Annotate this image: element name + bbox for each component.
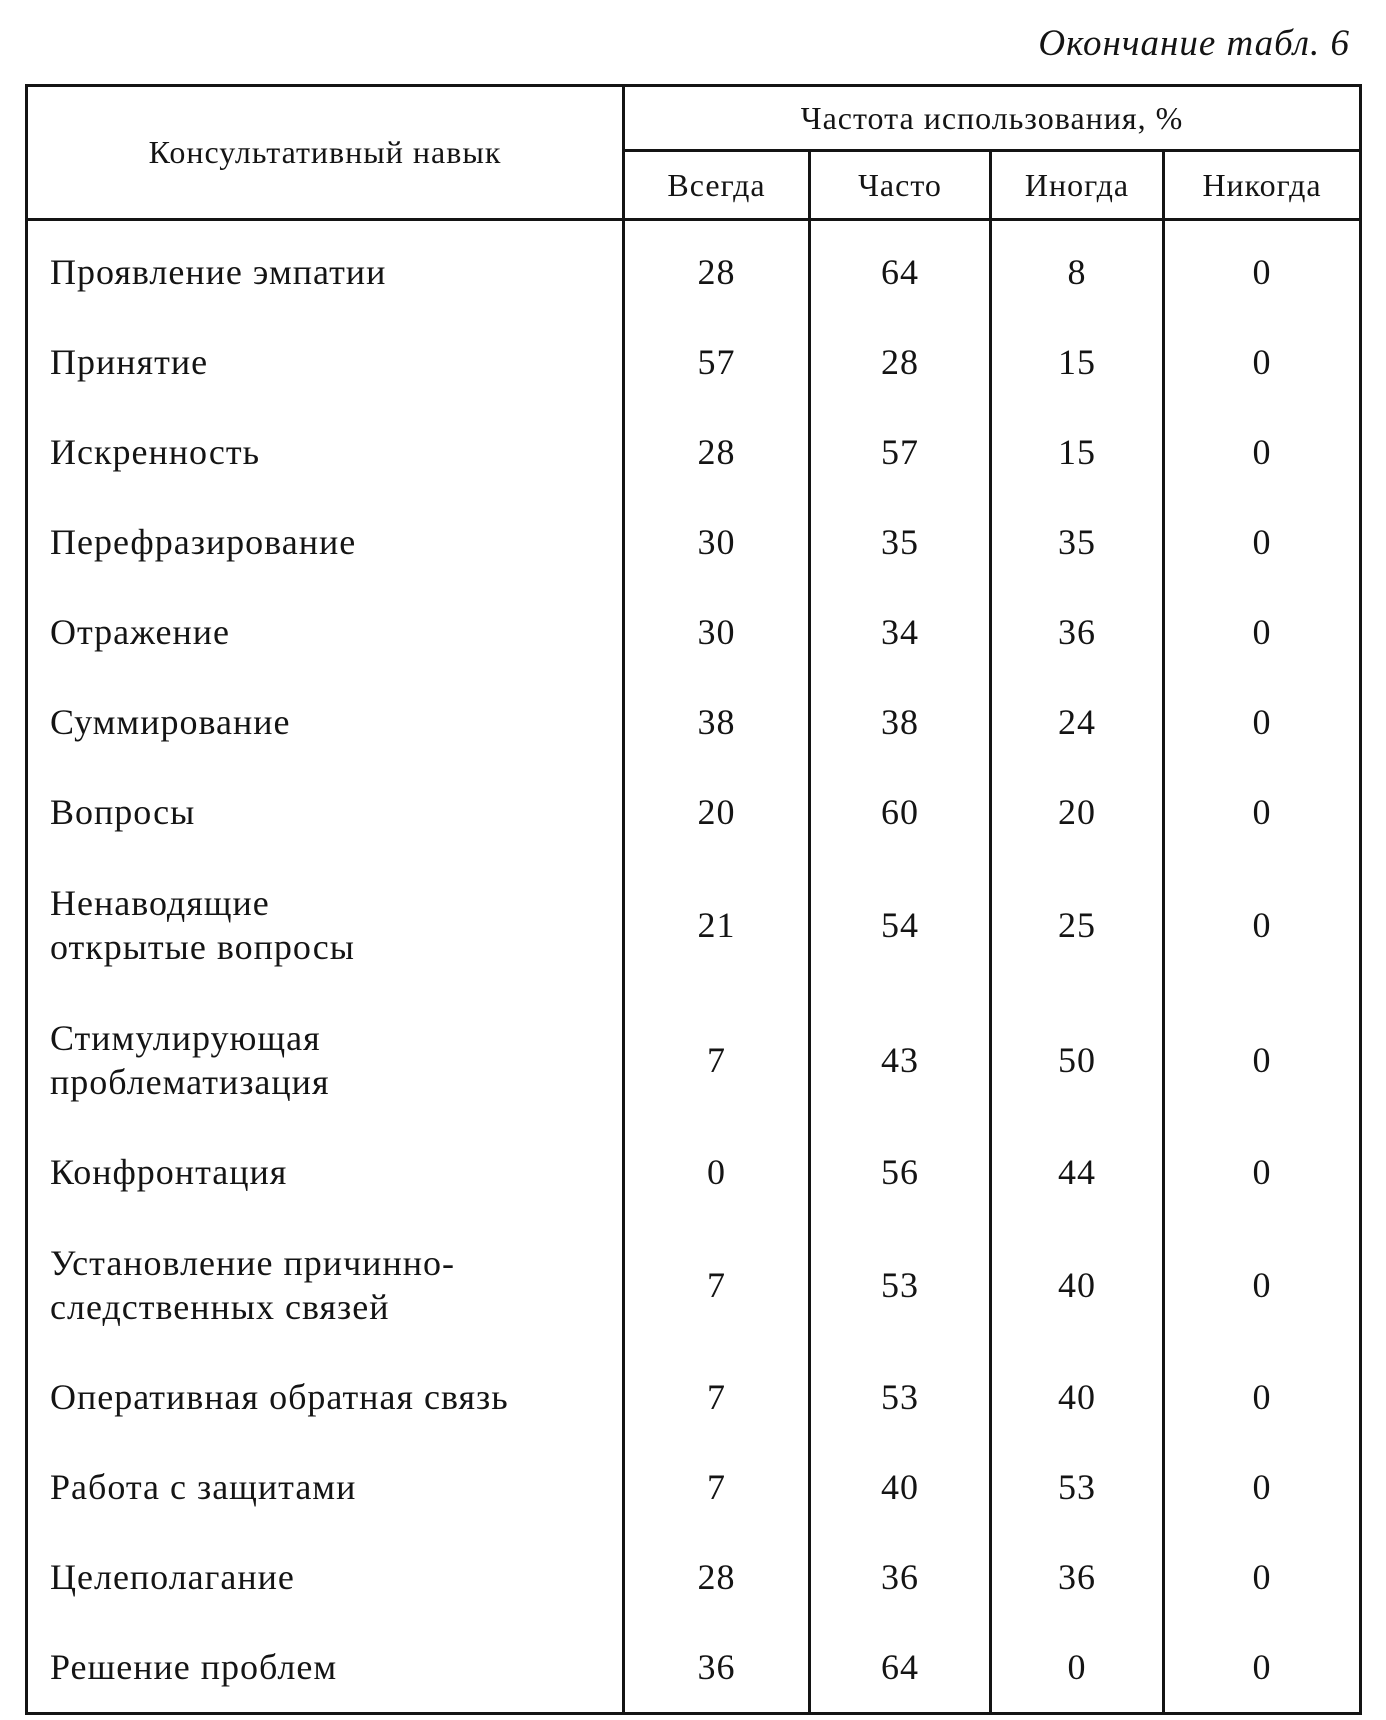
- never-value-cell: 0: [1164, 1442, 1361, 1532]
- sometimes-value-cell: 50: [991, 992, 1164, 1127]
- often-value-cell: 53: [810, 1217, 991, 1352]
- always-value-cell: 20: [624, 767, 810, 857]
- column-header-never: Никогда: [1164, 151, 1361, 220]
- always-value-cell: 28: [624, 1532, 810, 1622]
- often-value-cell: 64: [810, 220, 991, 318]
- skills-frequency-table: [25, 84, 1362, 1715]
- never-value-cell: 0: [1164, 1532, 1361, 1622]
- table-body: [27, 220, 1361, 1714]
- skill-name-cell: Отражение: [27, 587, 624, 677]
- often-value-cell: 60: [810, 767, 991, 857]
- sometimes-value-cell: 20: [991, 767, 1164, 857]
- skill-column-header: Консультативный навык: [27, 86, 624, 220]
- skill-name-cell: Стимулирующая проблематизация: [27, 992, 624, 1127]
- often-value-cell: 53: [810, 1352, 991, 1442]
- never-value-cell: 0: [1164, 857, 1361, 992]
- column-header-sometimes: Иногда: [991, 151, 1164, 220]
- often-value-cell: 36: [810, 1532, 991, 1622]
- sometimes-value-cell: 36: [991, 1532, 1164, 1622]
- often-value-cell: 35: [810, 497, 991, 587]
- often-value-cell: 54: [810, 857, 991, 992]
- skill-name-cell: Принятие: [27, 317, 624, 407]
- sometimes-value-cell: 8: [991, 220, 1164, 318]
- table-row: [27, 1352, 1361, 1442]
- table-row: [27, 407, 1361, 497]
- often-value-cell: 43: [810, 992, 991, 1127]
- skill-name-cell: Искренность: [27, 407, 624, 497]
- never-value-cell: 0: [1164, 220, 1361, 318]
- skill-name-cell: Суммирование: [27, 677, 624, 767]
- always-value-cell: 7: [624, 1352, 810, 1442]
- skill-name-cell: Проявление эмпатии: [27, 220, 624, 318]
- table-row: [27, 767, 1361, 857]
- never-value-cell: 0: [1164, 1217, 1361, 1352]
- table-row: [27, 1217, 1361, 1352]
- never-value-cell: 0: [1164, 1127, 1361, 1217]
- table-row: [27, 677, 1361, 767]
- sometimes-value-cell: 36: [991, 587, 1164, 677]
- sometimes-value-cell: 40: [991, 1217, 1164, 1352]
- always-value-cell: 7: [624, 992, 810, 1127]
- skill-name-cell: Работа с защитами: [27, 1442, 624, 1532]
- table-row: [27, 1127, 1361, 1217]
- skill-name-cell: Конфронтация: [27, 1127, 624, 1217]
- skill-name-cell: Ненаводящие открытые вопросы: [27, 857, 624, 992]
- never-value-cell: 0: [1164, 1352, 1361, 1442]
- skill-name-cell: Оперативная обратная связь: [27, 1352, 624, 1442]
- sometimes-value-cell: 35: [991, 497, 1164, 587]
- sometimes-value-cell: 15: [991, 317, 1164, 407]
- sometimes-value-cell: 25: [991, 857, 1164, 992]
- sometimes-value-cell: 15: [991, 407, 1164, 497]
- never-value-cell: 0: [1164, 587, 1361, 677]
- sometimes-value-cell: 53: [991, 1442, 1164, 1532]
- table-row: [27, 220, 1361, 318]
- table-caption: Окончание табл. 6: [1038, 23, 1350, 64]
- table-row: [27, 1622, 1361, 1714]
- table-row: [27, 497, 1361, 587]
- always-value-cell: 7: [624, 1442, 810, 1532]
- often-value-cell: 64: [810, 1622, 991, 1714]
- never-value-cell: 0: [1164, 497, 1361, 587]
- sometimes-value-cell: 44: [991, 1127, 1164, 1217]
- often-value-cell: 34: [810, 587, 991, 677]
- skill-name-cell: Целеполагание: [27, 1532, 624, 1622]
- often-value-cell: 40: [810, 1442, 991, 1532]
- sometimes-value-cell: 0: [991, 1622, 1164, 1714]
- never-value-cell: 0: [1164, 407, 1361, 497]
- column-header-often: Часто: [810, 151, 991, 220]
- always-value-cell: 36: [624, 1622, 810, 1714]
- frequency-group-header: Частота использования, %: [624, 86, 1361, 151]
- table-row: [27, 317, 1361, 407]
- column-header-always: Всегда: [624, 151, 810, 220]
- never-value-cell: 0: [1164, 992, 1361, 1127]
- table-row: [27, 1532, 1361, 1622]
- table-row: [27, 587, 1361, 677]
- sometimes-value-cell: 40: [991, 1352, 1164, 1442]
- sometimes-value-cell: 24: [991, 677, 1164, 767]
- never-value-cell: 0: [1164, 317, 1361, 407]
- never-value-cell: 0: [1164, 677, 1361, 767]
- always-value-cell: 28: [624, 407, 810, 497]
- skill-name-cell: Решение проблем: [27, 1622, 624, 1714]
- often-value-cell: 56: [810, 1127, 991, 1217]
- always-value-cell: 21: [624, 857, 810, 992]
- never-value-cell: 0: [1164, 1622, 1361, 1714]
- always-value-cell: 57: [624, 317, 810, 407]
- always-value-cell: 7: [624, 1217, 810, 1352]
- always-value-cell: 30: [624, 587, 810, 677]
- skill-name-cell: Перефразирование: [27, 497, 624, 587]
- table-row: [27, 857, 1361, 992]
- skill-name-cell: Вопросы: [27, 767, 624, 857]
- often-value-cell: 38: [810, 677, 991, 767]
- never-value-cell: 0: [1164, 767, 1361, 857]
- often-value-cell: 57: [810, 407, 991, 497]
- table-row: [27, 1442, 1361, 1532]
- table-row: [27, 992, 1361, 1127]
- always-value-cell: 28: [624, 220, 810, 318]
- always-value-cell: 0: [624, 1127, 810, 1217]
- always-value-cell: 38: [624, 677, 810, 767]
- always-value-cell: 30: [624, 497, 810, 587]
- often-value-cell: 28: [810, 317, 991, 407]
- skill-name-cell: Установление причинно- следственных связей: [27, 1217, 624, 1352]
